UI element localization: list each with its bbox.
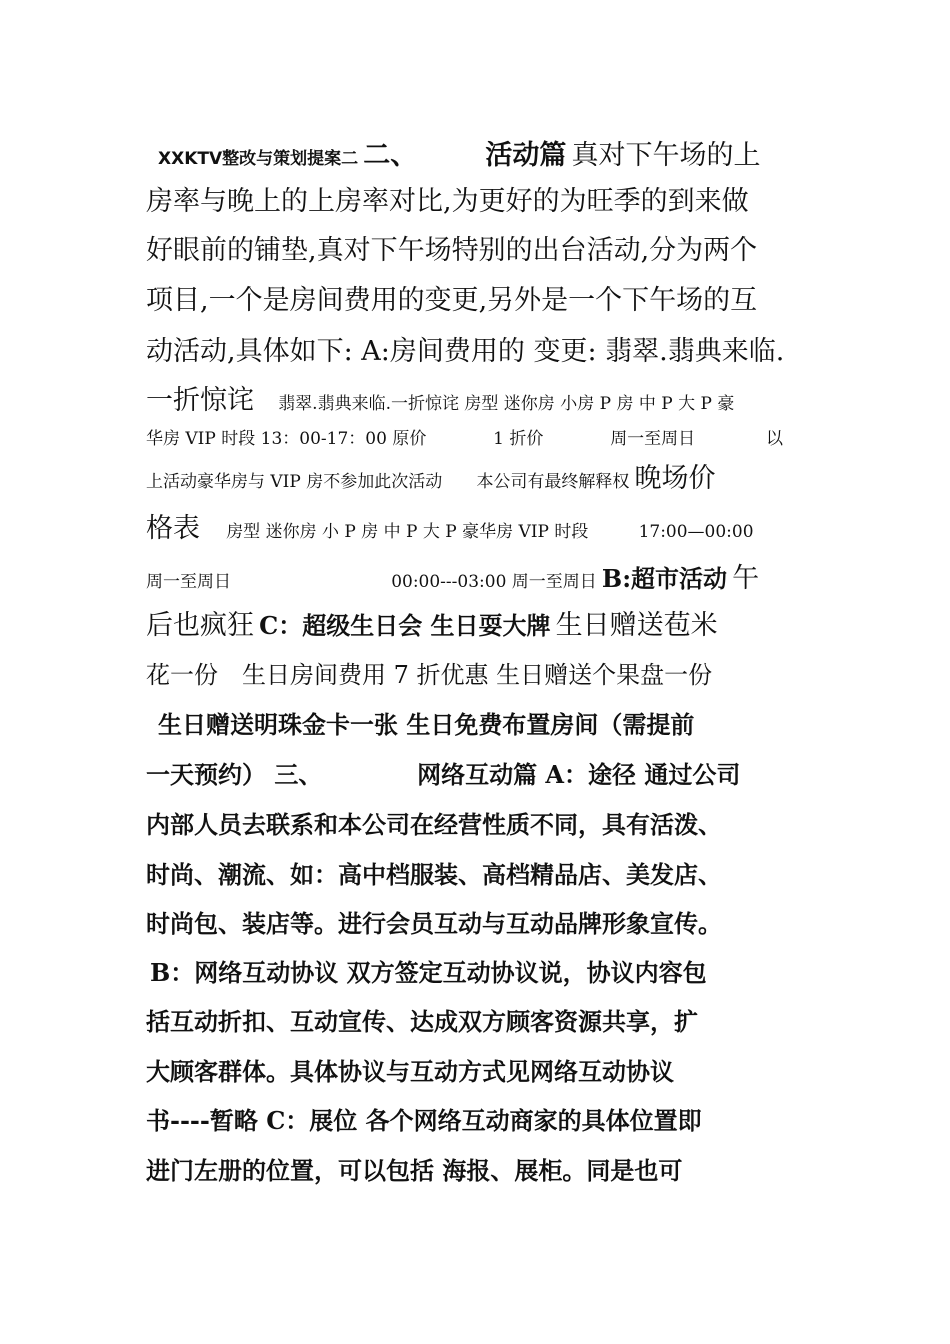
price-table-text: 华房 VIP 时段 13：00-17：00 原价 (146, 429, 427, 449)
supermarket-activity-heading: B:超市活动 (601, 564, 728, 593)
doc-line-19: 括互动折扣、互动宣传、达成双方顾客资源共享，扩 (146, 1007, 698, 1036)
price-table-text: 1 折价 (493, 429, 544, 449)
price-table-text: 房型 迷你房 小 P 房 中 P 大 P 豪华房 VIP 时段 (226, 522, 589, 542)
section-3-heading: 一天预约） 三、 (146, 760, 323, 789)
doc-line-17: 时尚包、装店等。进行会员互动与互动品牌形象宣传。 (146, 909, 722, 938)
doc-line-20: 大顾客群体。具体协议与互动方式见网络互动协议 (146, 1057, 674, 1086)
doc-line-4: 项目,一个是房间费用的变更,另外是一个下午场的互 (146, 285, 758, 316)
price-table-text: 17:00—00:00 (638, 522, 754, 542)
doc-line-16: 时尚、潮流、如：高中档服装、高档精品店、美发店、 (146, 860, 722, 889)
price-table-text: 上活动豪华房与 VIP 房不参加此次活动 (146, 472, 443, 492)
activity-heading: 活动篇 (485, 140, 567, 169)
price-table-text: 周一至周日 (146, 572, 231, 592)
doc-line-22: 进门左册的位置，可以包括 海报、展柜。同是也可 (146, 1156, 683, 1185)
doc-text: 午 (732, 563, 760, 594)
doc-text: 后也疯狂 (146, 610, 254, 641)
doc-line-10 (146, 556, 808, 595)
doc-line-21: 书----暂略 C：展位 各个网络互动商家的具体位置即 (146, 1106, 702, 1135)
doc-line-7 (146, 424, 808, 449)
doc-line-5: 动活动,具体如下: A:房间费用的 变更: 翡翠.翡典来临. (146, 336, 785, 367)
doc-text-large: 格表 (146, 513, 200, 544)
section-2-heading: 二、 (363, 140, 418, 169)
doc-text: 生日赠送苞米 (555, 610, 718, 641)
doc-line-2: 房率与晚上的上房率对比,为更好的为旺季的到来做 (146, 186, 749, 217)
doc-text-large: 一折惊诧 (146, 385, 254, 416)
doc-text-large: 晚场价 (634, 463, 716, 494)
price-table-text: 以 (766, 429, 783, 449)
doc-line-8 (146, 456, 808, 495)
price-table-text: 翡翠.翡典来临.一折惊诧 房型 迷你房 小房 P 房 中 P 大 P 豪 (278, 394, 735, 414)
doc-text: 真对下午场的上 (571, 140, 761, 169)
doc-line-15: 内部人员去联系和本公司在经营性质不同，具有活泼、 (146, 810, 722, 839)
price-table-text: 周一至周日 (610, 429, 696, 449)
doc-line-12: 花一份 生日房间费用 7 折优惠 生日赠送个果盘一份 (146, 661, 713, 689)
doc-line-11 (146, 603, 808, 642)
doc-line-9 (146, 506, 808, 545)
network-heading: 网络互动篇 A：途径 通过公司 (417, 760, 741, 789)
price-table-text: 00:00---03:00 周一至周日 (391, 572, 597, 592)
doc-line-13: 生日赠送明珠金卡一张 生日免费布置房间（需提前 (158, 710, 695, 739)
birthday-heading: C：超级生日会 生日耍大牌 (259, 611, 551, 640)
doc-line-1 (146, 133, 808, 169)
doc-line-18: B：网络互动协议 双方签定互动协议说，协议内容包 (150, 958, 707, 987)
price-table-text: 本公司有最终解释权 (476, 472, 630, 492)
doc-line-14 (146, 755, 808, 790)
doc-title: XXKTV整改与策划提案二 (158, 149, 359, 169)
doc-line-3: 好眼前的铺垫,真对下午场特别的出台活动,分为两个 (146, 235, 758, 266)
doc-line-6 (146, 378, 808, 417)
